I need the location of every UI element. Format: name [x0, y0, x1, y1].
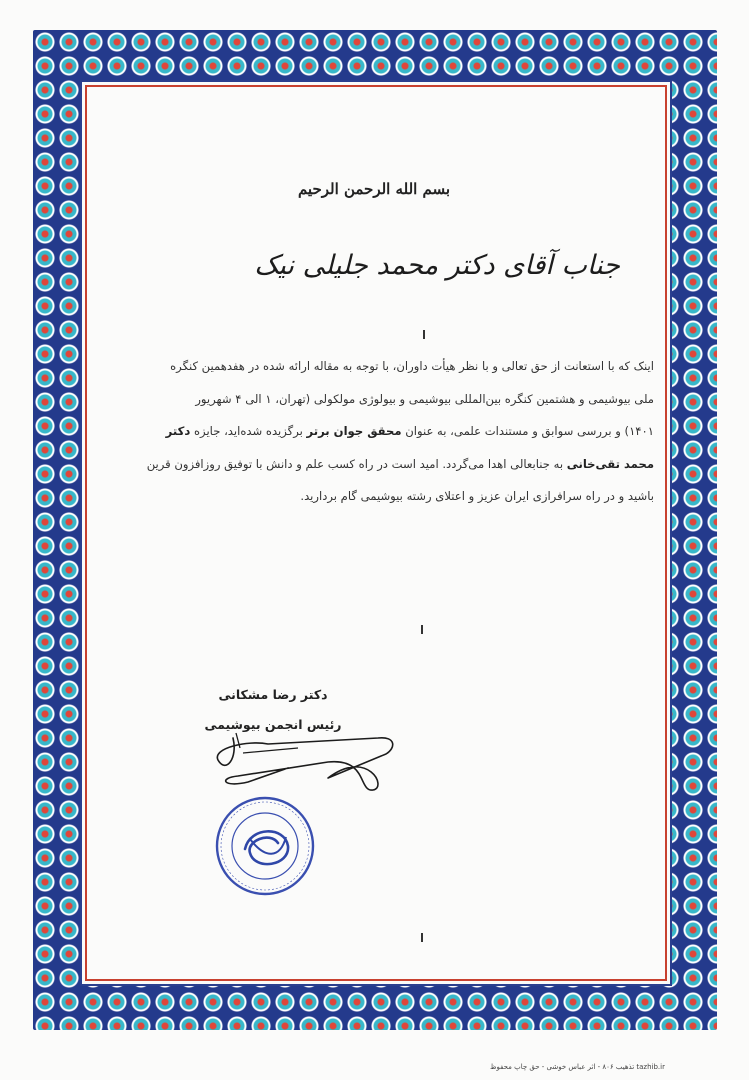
citation-line: اینک که با استعانت از حق تعالی و با نظر هیأت داوران، با توجه به مقاله ارائه شده در هفدهمین کنگره [170, 359, 654, 373]
tick-mark [421, 933, 423, 942]
signature-image [178, 718, 418, 798]
citation-line: ملی بیوشیمی و هشتمین کنگره بین‌المللی بیوشیمی و بیولوژی مولکولی (تهران، ۱ الی ۴ شهریور [195, 391, 654, 406]
award-name-end: محمد تقی‌خانی [566, 456, 654, 471]
award-title: محقق جوان برتر [306, 424, 402, 438]
footer-credit [490, 1063, 665, 1071]
certificate-body [88, 88, 660, 974]
award-name-start: دکتر [165, 424, 191, 438]
certificate-frame [33, 30, 717, 1030]
signer-name: دکتر رضا مشکانی [218, 687, 328, 702]
addressee-line: جناب آقای دکتر محمد جلیلی نیک [254, 250, 620, 281]
bismillah-heading: بسم الله الرحمن الرحیم [297, 180, 451, 198]
citation-line: برگزیده شده‌اید، جایزه [190, 424, 307, 438]
footer-site: tazhib.ir [636, 1063, 665, 1071]
citation-line: ۱۴۰۱) و بررسی سوابق و مستندات علمی، به عنوان [401, 424, 654, 438]
society-seal [210, 791, 320, 901]
citation-line: به جنابعالی اهدا می‌گردد. امید است در راه کسب علم و دانش با توفیق روزافزون قرین [146, 456, 567, 471]
footer-note: تذهیب ۸۰۶ - اثر عباس خوشی - حق چاپ محفوظ [490, 1063, 635, 1071]
citation-text [94, 350, 654, 513]
tick-mark [421, 625, 423, 634]
tick-mark [423, 330, 425, 339]
signer-title: رئیس انجمن بیوشیمی [204, 717, 342, 732]
citation-line: باشید و در راه سرافرازی ایران عزیز و اعتلای رشته بیوشیمی گام بردارید. [300, 489, 654, 503]
